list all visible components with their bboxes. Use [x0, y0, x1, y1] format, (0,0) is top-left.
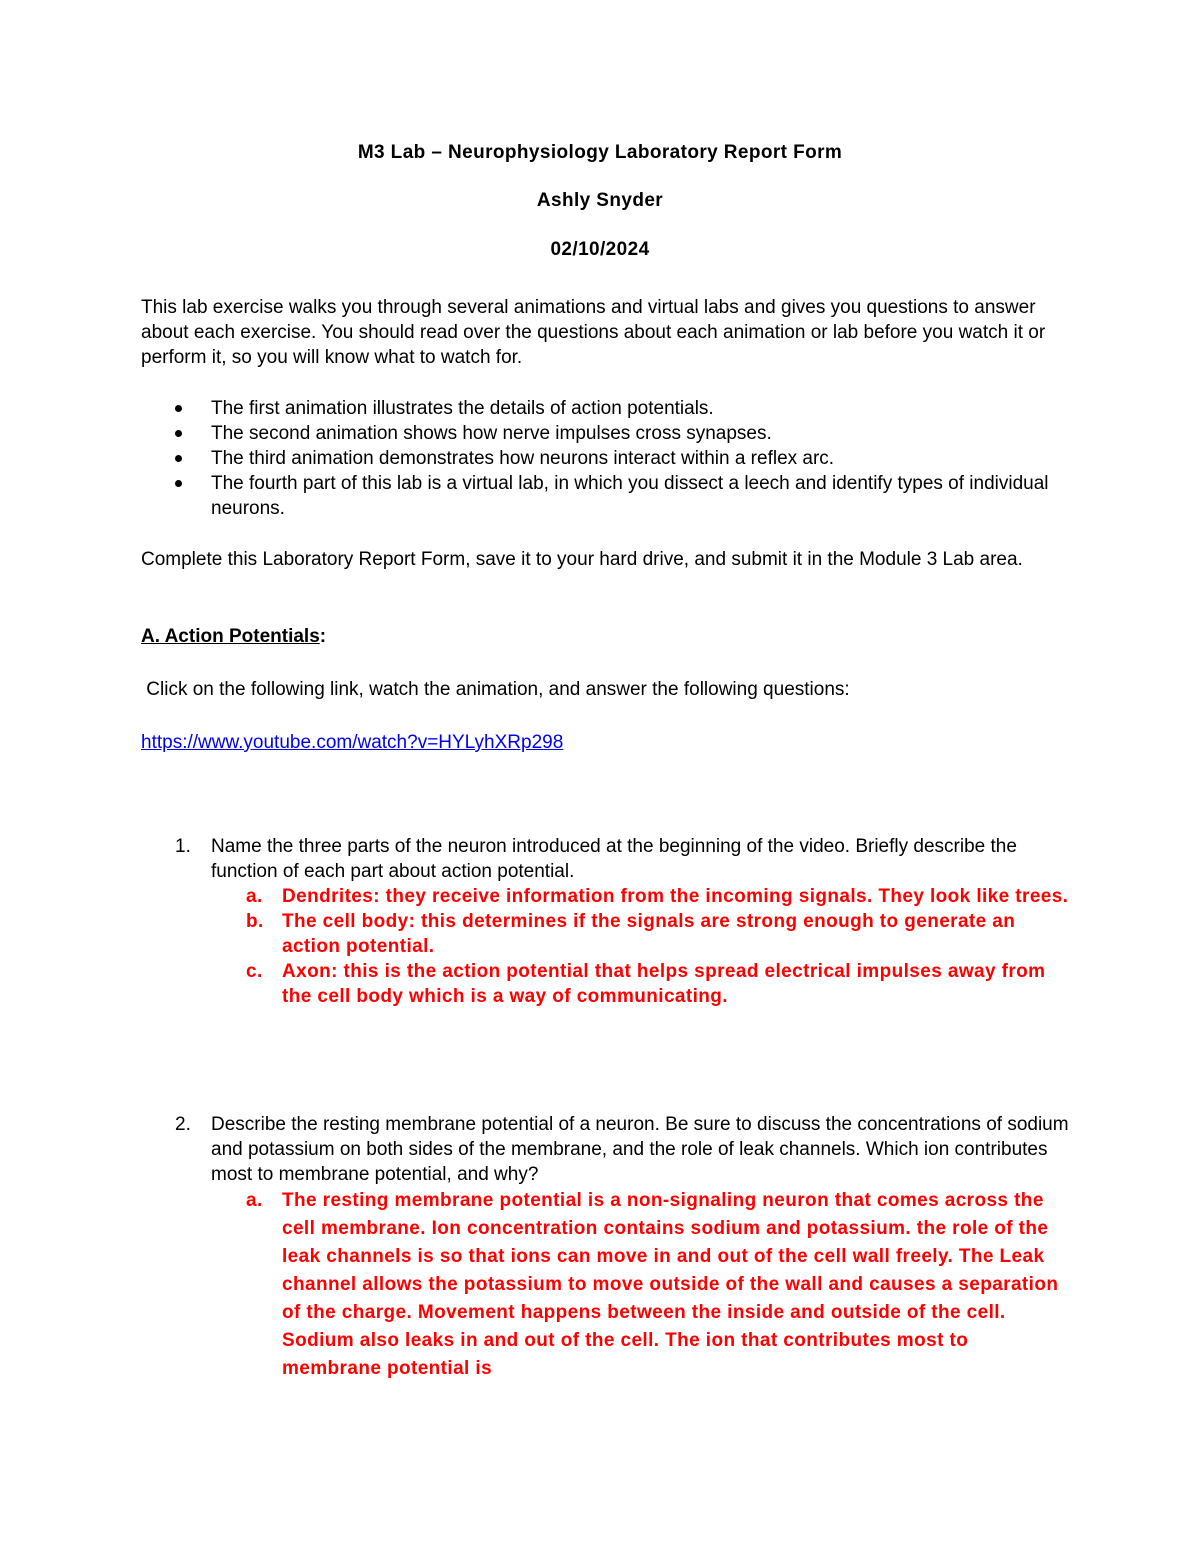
list-item — [141, 421, 1071, 446]
bullet-icon — [175, 455, 182, 462]
list-item-text: The third animation demonstrates how neurons interact within a reflex arc. — [211, 448, 835, 469]
answer-item — [246, 959, 1071, 1009]
question-number: 2. — [175, 1114, 191, 1135]
list-item — [141, 471, 1071, 521]
list-item-text: The fourth part of this lab is a virtual lab, in which you dissect a leech and identify types of individual neurons. — [211, 473, 1049, 519]
answer-text: The resting membrane potential is a non-signaling neuron that comes across the cell membrane. Ion concentration contains sodium and potassium. the role of the leak channels is so that ions can move in and out of the cell wall freely. The Leak channel allows the potassium to move outside of the wall and causes a separation of the charge. Movement happens between the inside and outside of the cell. Sodium also leaks in and out of the cell. The ion that contributes most to membrane potential is — [282, 1190, 1059, 1379]
answer-item — [246, 1187, 1071, 1383]
answer-text: Dendrites: they receive information from the incoming signals. They look like trees. — [282, 886, 1069, 907]
list-item — [141, 446, 1071, 471]
bullet-icon — [175, 480, 182, 487]
question-1 — [141, 834, 1071, 1009]
section-prompt: Click on the following link, watch the animation, and answer the following questions: — [141, 679, 850, 700]
video-link[interactable]: https://www.youtube.com/watch?v=HYLyhXRp298 — [141, 732, 564, 753]
document-title: M3 Lab – Neurophysiology Laboratory Report Form — [357, 142, 843, 163]
animation-list — [141, 396, 1071, 521]
list-item — [141, 396, 1071, 421]
section-heading-colon: : — [319, 626, 327, 647]
bullet-icon — [175, 430, 182, 437]
bullet-icon — [175, 405, 182, 412]
answer-text: The cell body: this determines if the signals are strong enough to generate an action potential. — [282, 911, 1016, 957]
answer-list — [246, 1187, 1071, 1383]
answer-item — [246, 909, 1071, 959]
question-text: Describe the resting membrane potential of a neuron. Be sure to discuss the concentrations of sodium and potassium on both sides of the membrane, and the role of leak channels. Which ion contributes most to membrane potential, and why? — [211, 1114, 1069, 1185]
instructions-paragraph: Complete this Laboratory Report Form, save it to your hard drive, and submit it in the Module 3 Lab area. — [141, 549, 1023, 570]
answer-letter: c. — [246, 961, 263, 982]
intro-paragraph: This lab exercise walks you through several animations and virtual labs and gives you questions to answer about each exercise. You should read over the questions about each animation or lab before you watch it or perform it, so you will know what to watch for. — [141, 297, 1046, 368]
answer-letter: a. — [246, 1190, 263, 1211]
list-item-text: The second animation shows how nerve impulses cross synapses. — [211, 423, 772, 444]
answer-letter: b. — [246, 911, 264, 932]
question-text: Name the three parts of the neuron introduced at the beginning of the video. Briefly describe the function of each part about action potential. — [211, 836, 1017, 882]
section-heading-text: A. Action Potentials — [141, 626, 320, 647]
answer-item — [246, 884, 1071, 909]
question-2 — [141, 1112, 1071, 1383]
question-number: 1. — [175, 836, 191, 857]
list-item-text: The first animation illustrates the details of action potentials. — [211, 398, 714, 419]
answer-letter: a. — [246, 886, 263, 907]
author-name: Ashly Snyder — [536, 190, 664, 211]
report-date: 02/10/2024 — [550, 239, 650, 260]
section-heading — [141, 624, 326, 649]
answer-text: Axon: this is the action potential that helps spread electrical impulses away from the cell body which is a way of communicating. — [282, 961, 1046, 1007]
answer-list — [246, 884, 1071, 1009]
